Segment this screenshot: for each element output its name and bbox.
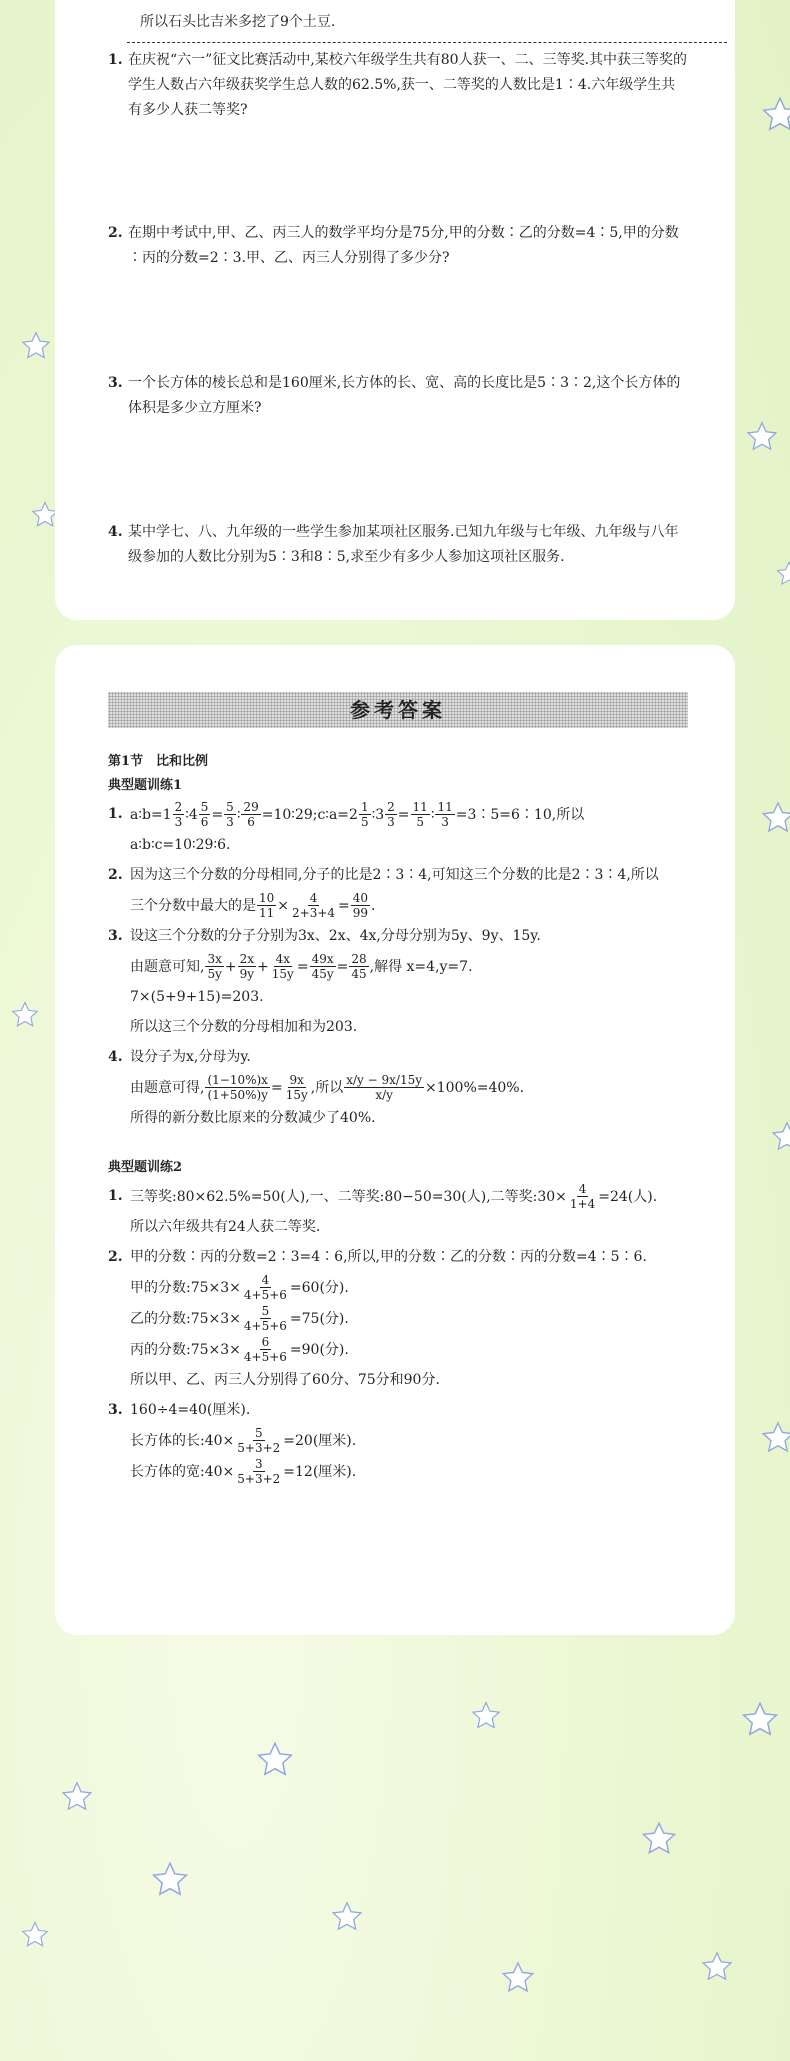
fraction: [235, 1426, 282, 1455]
fraction: [242, 1335, 289, 1364]
denominator: 5: [416, 815, 424, 829]
answer-line: [130, 1243, 708, 1271]
numerator: 9x: [289, 1073, 304, 1087]
answer-number: 2.: [108, 1249, 123, 1265]
answer-line: [130, 1366, 708, 1394]
numerator: 3: [254, 1457, 263, 1471]
fraction: [344, 1073, 424, 1102]
text-segment: ∶4: [185, 806, 198, 823]
star-icon: [745, 420, 779, 454]
answers: [108, 750, 708, 1488]
question-number: 1.: [108, 52, 123, 68]
text-segment: 乙的分数:75×3×: [130, 1310, 241, 1327]
question-number: 2.: [108, 225, 123, 241]
answer-number: 2.: [108, 867, 123, 883]
text-segment: =: [211, 806, 224, 823]
text-segment: =10∶29;c∶a=2: [261, 806, 358, 823]
text-segment: ×: [277, 897, 290, 914]
question-3: [108, 371, 688, 421]
answer-item: [108, 1396, 708, 1486]
text-segment: a∶b=1: [130, 806, 172, 823]
numerator: 11: [437, 800, 453, 814]
numerator: 40: [352, 891, 369, 905]
fraction: [235, 1457, 282, 1486]
group-title: 典型题训练2: [108, 1160, 183, 1175]
answer-item: [108, 1182, 708, 1241]
text-segment: 长方体的长:40×: [130, 1432, 235, 1449]
denominator: 5: [360, 815, 369, 829]
star-icon: [770, 1120, 790, 1154]
denominator: 5y: [207, 967, 222, 981]
numerator: 4: [578, 1182, 587, 1196]
numerator: 2: [387, 800, 395, 814]
answer-line: [130, 1335, 708, 1364]
text-segment: 所得的新分数比原来的分数减少了40%.: [130, 1110, 376, 1126]
numerator: 4x: [275, 952, 290, 966]
answer-number: 3.: [108, 928, 123, 944]
star-icon: [700, 1950, 734, 1984]
denominator: 4+5+6: [243, 1288, 287, 1302]
answer-line: [130, 952, 708, 981]
denominator: 15y: [285, 1088, 308, 1102]
fraction: [224, 800, 236, 829]
fraction: [349, 952, 368, 981]
numerator: 6: [261, 1335, 270, 1349]
fraction: [257, 891, 276, 920]
text-segment: ∶: [236, 806, 241, 823]
numerator: 29: [243, 800, 259, 814]
fraction: [238, 952, 256, 981]
fraction: [205, 952, 223, 981]
text-segment: 设这三个分数的分子分别为3x、2x、4x,分母分别为5y、9y、15y.: [130, 928, 541, 944]
text-segment: =: [336, 958, 349, 975]
answer-line: [130, 922, 708, 950]
numerator: x/y − 9x/15y: [346, 1073, 422, 1087]
answer-item: [108, 1243, 708, 1394]
answer-line: [130, 1043, 708, 1071]
text-segment: 三个分数中最大的是: [130, 897, 256, 914]
text-segment: =75(分).: [289, 1310, 349, 1327]
answer-line: [130, 1457, 708, 1486]
answer-title-banner: [108, 692, 688, 728]
star-icon: [20, 1920, 50, 1950]
text-segment: ,解得 x=4,y=7.: [369, 958, 473, 975]
fraction: [359, 800, 371, 829]
numerator: 28: [351, 952, 367, 966]
text-segment: =20(厘米).: [283, 1432, 357, 1449]
denominator: 3: [387, 815, 395, 829]
text-segment: .: [371, 897, 376, 914]
fraction: [205, 1073, 270, 1102]
text-segment: 所以这三个分数的分母相加和为203.: [130, 1019, 358, 1035]
text-segment: 甲的分数∶丙的分数=2∶3=4∶6,所以,甲的分数∶乙的分数∶丙的分数=4∶5∶6.: [130, 1249, 647, 1265]
numerator: 10: [259, 891, 275, 905]
fraction: [351, 891, 370, 920]
numerator: 2: [174, 800, 183, 814]
star-icon: [775, 560, 790, 588]
denominator: 6: [247, 815, 255, 829]
text-segment: 160÷4=40(厘米).: [130, 1402, 251, 1418]
denominator: 3: [174, 815, 183, 829]
text-segment: 7×(5+9+15)=203.: [130, 989, 264, 1005]
star-icon: [60, 1780, 94, 1814]
text-segment: 所以六年级共有24人获二等奖.: [130, 1219, 321, 1235]
answer-line: [130, 1426, 708, 1455]
numerator: 49x: [311, 952, 334, 966]
denominator: 11: [259, 906, 275, 920]
answer-line: [130, 1213, 708, 1241]
answer-item: [108, 1043, 708, 1132]
answer-line: [130, 831, 708, 859]
question-4: [108, 520, 688, 570]
star-icon: [20, 330, 52, 362]
question-number: 4.: [108, 524, 123, 540]
numerator: (1−10%)x: [207, 1073, 268, 1087]
divider: [127, 42, 727, 43]
numerator: 2x: [239, 952, 255, 966]
answer-line: [130, 1073, 708, 1102]
denominator: 5+3+2: [237, 1472, 281, 1486]
fraction: [290, 891, 337, 920]
question-text: 在期中考试中,甲、乙、丙三人的数学平均分是75分,甲的分数∶乙的分数=4∶5,甲的分数∶丙的分数=2∶3.甲、乙、丙三人分别得了多少分?: [128, 225, 679, 266]
text-segment: 长方体的宽:40×: [130, 1463, 235, 1480]
text-segment: +: [257, 958, 269, 975]
answer-line: [130, 983, 708, 1011]
spacer: [108, 1134, 708, 1156]
text-segment: =: [397, 806, 410, 823]
text-segment: 丙的分数:75×3×: [130, 1341, 241, 1358]
fraction: [270, 952, 296, 981]
numerator: 4: [309, 891, 318, 905]
text-segment: a∶b∶c=10∶29∶6.: [130, 837, 231, 853]
fraction: [310, 952, 336, 981]
star-icon: [150, 1860, 190, 1900]
fraction: [568, 1182, 597, 1211]
star-icon: [500, 1960, 536, 1996]
answer-number: 4.: [108, 1049, 123, 1065]
text-segment: =: [270, 1079, 283, 1096]
fraction: [385, 800, 397, 829]
answer-title: 参考答案: [350, 698, 446, 722]
text-segment: =24(人).: [598, 1188, 658, 1205]
denominator: 4+5+6: [243, 1350, 287, 1364]
text-segment: =12(厘米).: [283, 1463, 357, 1480]
star-icon: [640, 1820, 678, 1858]
denominator: 1+4: [569, 1197, 596, 1211]
text-segment: =3∶5=6∶10,所以: [455, 806, 585, 823]
denominator: 15y: [271, 967, 294, 981]
denominator: 45: [351, 967, 367, 981]
denominator: (1+50%)y: [207, 1088, 268, 1102]
group-title: 典型题训练1: [108, 778, 183, 793]
text-segment: 由题意可得,: [130, 1079, 205, 1096]
text-segment: =60(分).: [289, 1279, 349, 1296]
star-icon: [255, 1740, 295, 1780]
denominator: 5+3+2: [237, 1441, 281, 1455]
text-segment: 因为这三个分数的分母相同,分子的比是2∶3∶4,可知这三个分数的比是2∶3∶4,所以: [130, 867, 659, 883]
section-title: 第1节 比和比例: [108, 754, 209, 769]
fraction: [411, 800, 430, 829]
text-segment: =90(分).: [289, 1341, 349, 1358]
text-segment: 三等奖:80×62.5%=50(人),一、二等奖:80−50=30(人),二等奖:30×: [130, 1188, 567, 1205]
star-icon: [470, 1700, 502, 1732]
answer-line: [130, 891, 708, 920]
question-number: 3.: [108, 375, 123, 391]
answer-number: 3.: [108, 1402, 123, 1418]
numerator: 5: [254, 1426, 263, 1440]
numerator: 5: [261, 1304, 270, 1318]
answer-line: [130, 1273, 708, 1302]
star-icon: [740, 1700, 780, 1740]
denominator: 9y: [239, 967, 255, 981]
denominator: 4+5+6: [243, 1319, 287, 1333]
text-segment: 甲的分数:75×3×: [130, 1279, 241, 1296]
text-segment: +: [224, 958, 237, 975]
previous-answer-remnant: 所以石头比吉米多挖了9个土豆.: [140, 14, 336, 30]
answer-line: [130, 1182, 708, 1211]
numerator: 5: [226, 800, 234, 814]
denominator: 6: [200, 815, 209, 829]
star-icon: [760, 800, 790, 836]
question-text: 在庆祝“六一”征文比赛活动中,某校六年级学生共有80人获一、二、三等奖.其中获三等奖的学生人数占六年级获奖学生总人数的62.5%,获一、二等奖的人数比是1∶4.六年级学生共有多少人获二等奖?: [128, 52, 688, 118]
fraction: [242, 1273, 289, 1302]
text-segment: 设分子为x,分母为y.: [130, 1049, 251, 1065]
answer-item: [108, 861, 708, 920]
question-text: 一个长方体的棱长总和是160厘米,长方体的长、宽、高的长度比是5∶3∶2,这个长方体的体积是多少立方厘米?: [128, 375, 681, 416]
star-icon: [330, 1900, 364, 1934]
numerator: 4: [261, 1273, 270, 1287]
text-segment: ∶: [430, 806, 435, 823]
denominator: 45y: [311, 967, 334, 981]
answer-line: [130, 1304, 708, 1333]
numerator: 5: [200, 800, 209, 814]
fraction: [173, 800, 185, 829]
denominator: 3: [226, 815, 234, 829]
star-icon: [760, 95, 790, 135]
denominator: 3: [441, 815, 449, 829]
star-icon: [760, 1420, 790, 1456]
star-icon: [10, 1000, 40, 1030]
text-segment: 所以甲、乙、丙三人分别得了60分、75分和90分.: [130, 1372, 440, 1388]
text-segment: 由题意可知,: [130, 958, 205, 975]
question-2: [108, 221, 688, 271]
answer-line: [130, 800, 708, 829]
answer-line: [130, 861, 708, 889]
fraction: [199, 800, 211, 829]
text-segment: ,所以: [310, 1079, 344, 1096]
text-segment: =: [296, 958, 309, 975]
denominator: x/y: [375, 1088, 393, 1102]
fraction: [284, 1073, 310, 1102]
numerator: 11: [412, 800, 428, 814]
answer-line: [130, 1013, 708, 1041]
answer-line: [130, 1396, 708, 1424]
answer-line: [130, 1104, 708, 1132]
denominator: 99: [352, 906, 369, 920]
numerator: 3x: [207, 952, 222, 966]
numerator: 1: [360, 800, 369, 814]
fraction: [241, 800, 260, 829]
text-segment: ∶3: [371, 806, 385, 823]
fraction: [242, 1304, 289, 1333]
answer-item: [108, 922, 708, 1041]
question-1: [108, 48, 688, 123]
text-segment: =: [338, 897, 350, 914]
answer-number: 1.: [108, 1188, 123, 1204]
question-text: 某中学七、八、九年级的一些学生参加某项社区服务.已知九年级与七年级、九年级与八年级参加的人数比分别为5∶3和8∶5,求至少有多少人参加这项社区服务.: [128, 524, 679, 565]
fraction: [435, 800, 454, 829]
answer-item: [108, 800, 708, 859]
text-segment: ×100%=40%.: [425, 1079, 525, 1096]
denominator: 2+3+4: [292, 906, 336, 920]
answer-number: 1.: [108, 806, 123, 822]
